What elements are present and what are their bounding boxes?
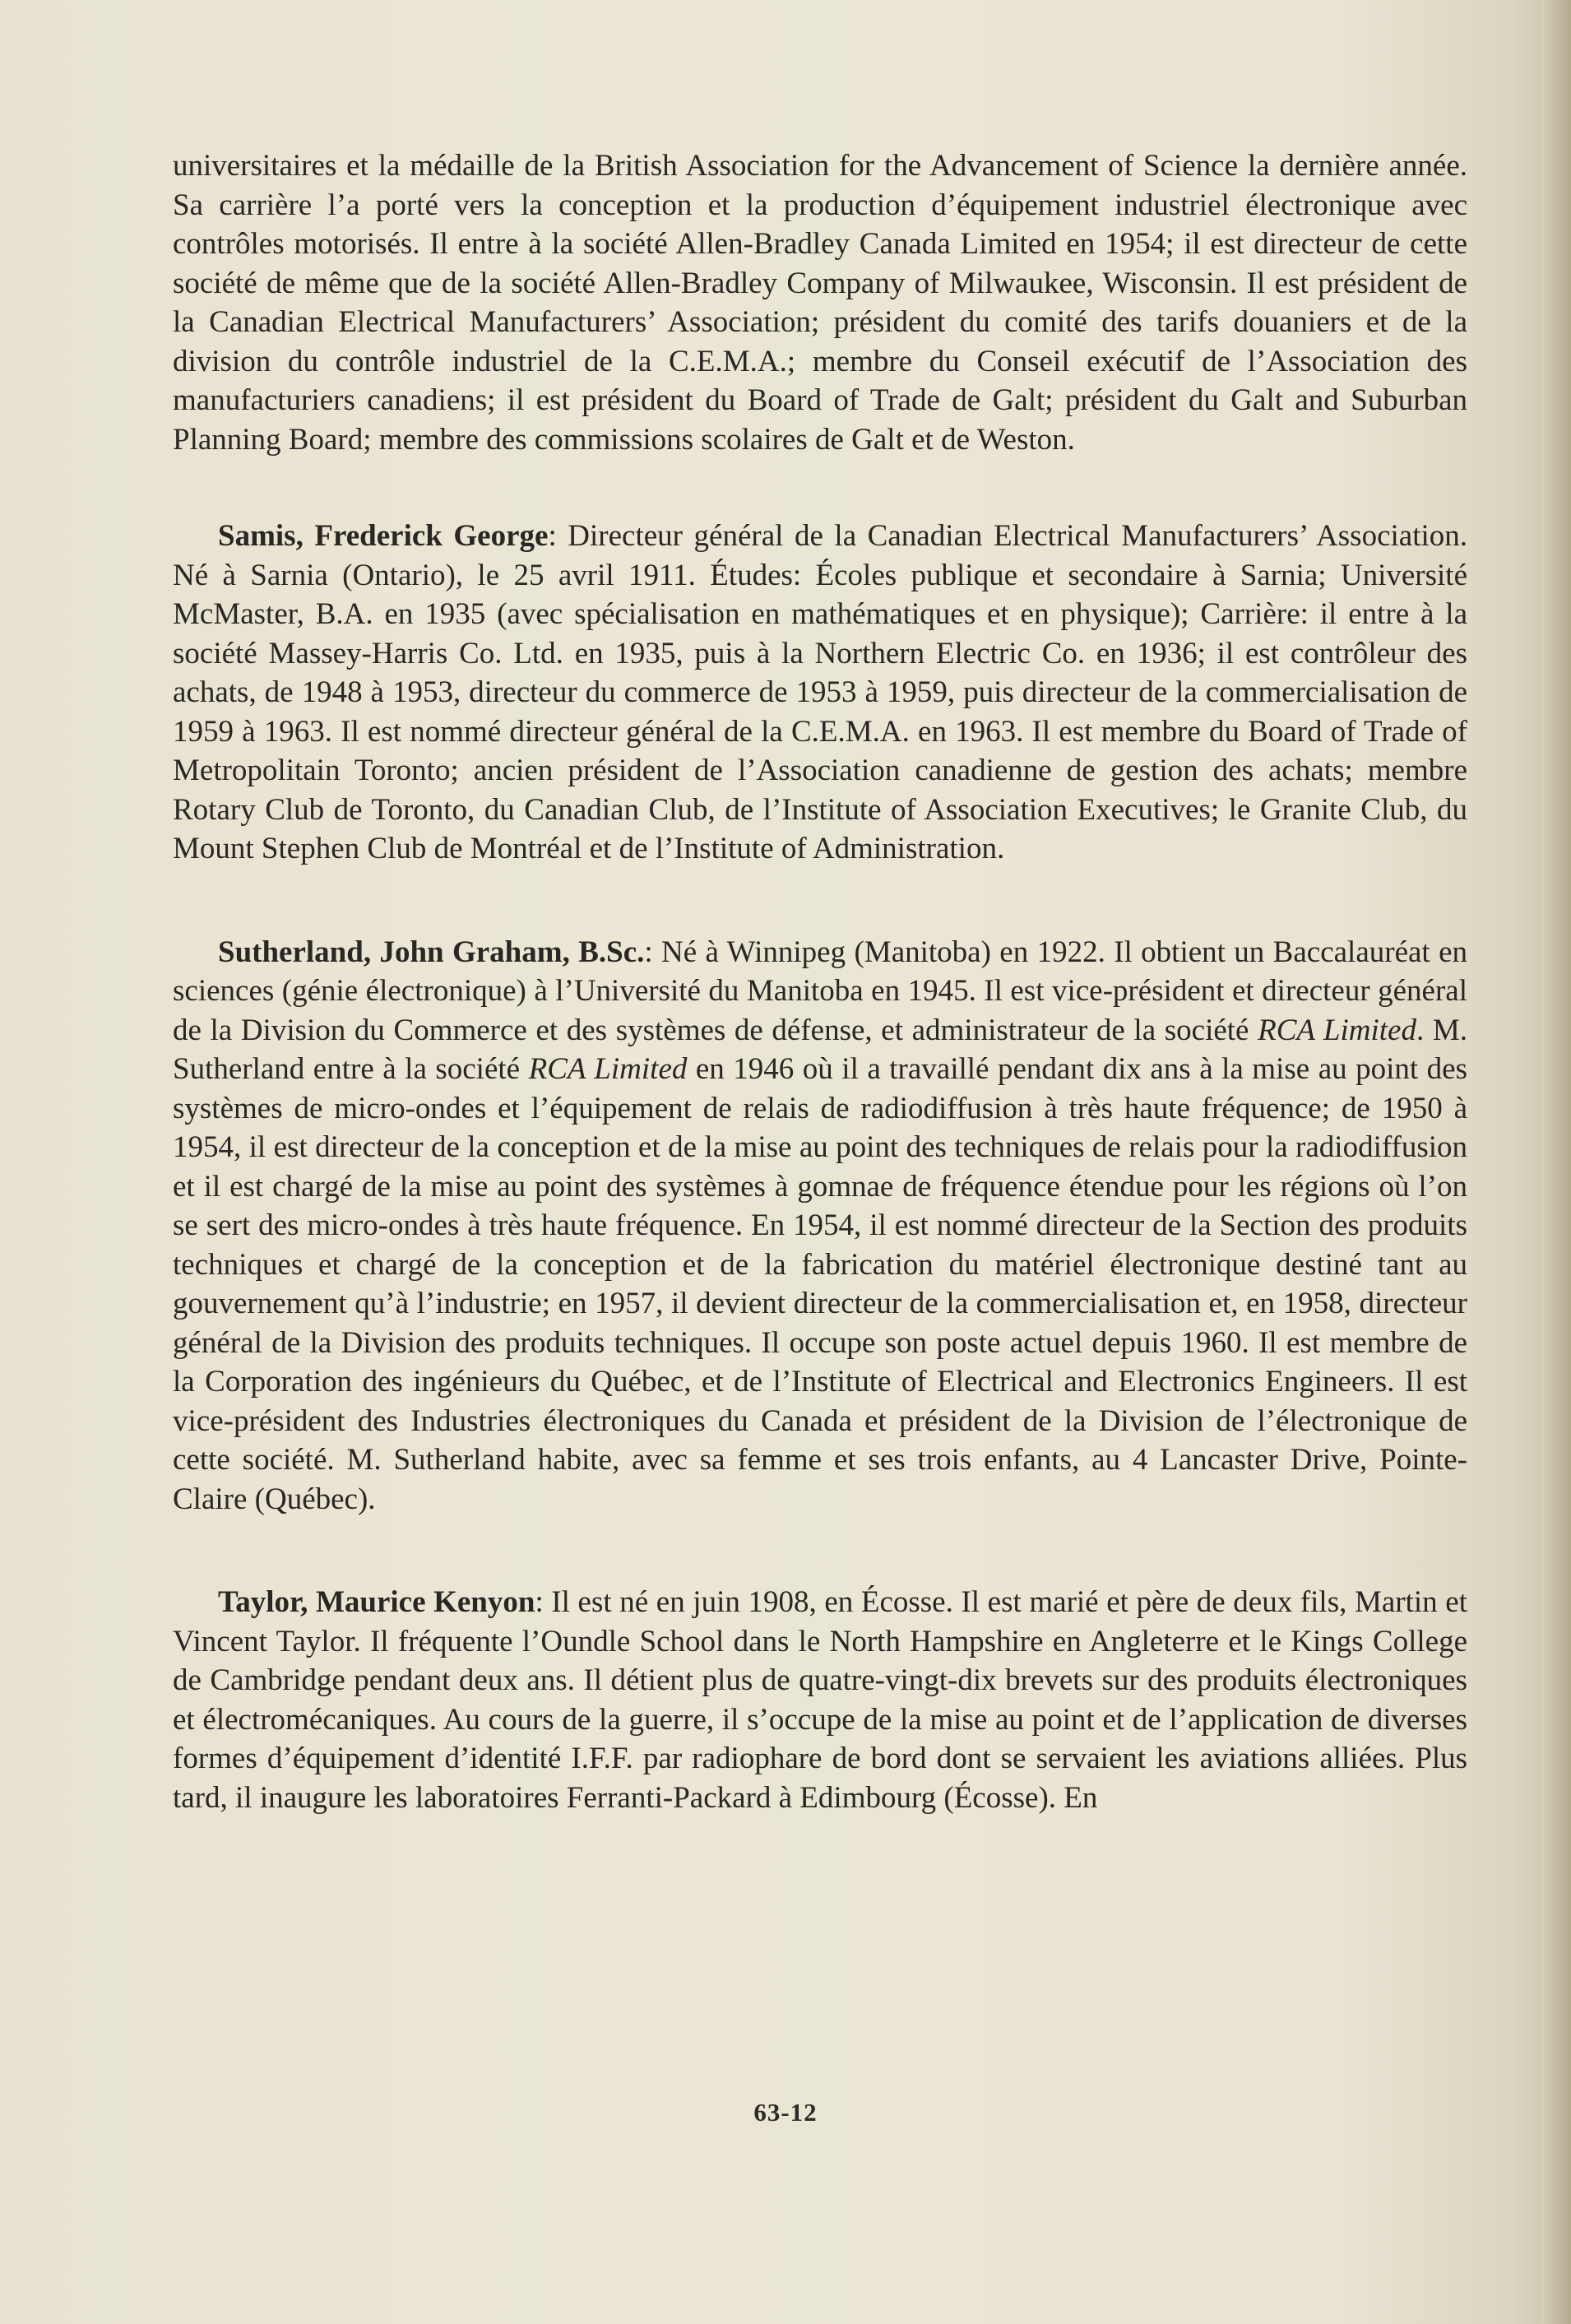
- intro-text: universitaires et la médaille de la British Association for the Advancement of Science la dernière année. Sa carrière l’a porté vers la conception et la production d’équipement industriel électronique avec contrôles motorisés. Il entre à la société Allen-Bradley Canada Limited en 1954; il est directeur de cette société de même que de la société Allen-Bradley Company of Milwaukee, Wisconsin. Il est président de la Canadian Electrical Manufacturers’ Association; président du comité des tarifs douaniers et de la division du contrôle industriel de la C.E.M.A.; membre du Conseil exécutif de l’Association des manufacturiers canadiens; il est président du Board of Trade de Galt; président du Galt and Suburban Planning Board; membre des commissions scolaires de Galt et de Weston.: [173, 149, 1467, 457]
- entry-text: en 1946 où il a travaillé pendant dix ans à la mise au point des systèmes de micro-ondes et l’équipement de relais de radiodiffusion à très haute fréquence; de 1950 à 1954, il est directeur de la conception et de la mise au point des techniques de relais pour la radiodiffusion et il est chargé de la mise au point des systèmes à gomnae de fréquence étendue pour les régions où l’on se sert des micro-ondes à très haute fréquence. En 1954, il est nommé directeur de la Section des produits techniques et chargé de la conception et de la fabrication du matériel électronique destiné tant au gouvernement qu’à l’industrie; en 1957, il devient directeur de la commercialisation et, en 1958, directeur général de la Division des produits techniques. Il occupe son poste actuel depuis 1960. Il est membre de la Corporation des ingénieurs du Québec, et de l’Institute of Electrical and Electronics Engineers. Il est vice-président des Industries électroniques du Canada et président de la Division de l’électronique de cette société. M. Sutherland habite, avec sa femme et ses trois enfants, au 4 Lancaster Drive, Pointe-Claire (Québec).: [173, 1052, 1467, 1516]
- entry-sutherland: [173, 933, 1467, 1519]
- entry-text: . M. Sutherland entre à la société: [173, 1013, 1467, 1086]
- entry-text: : Né à Winnipeg (Manitoba) en 1922. Il obtient un Baccalauréat en sciences (génie électronique) à l’Université du Manitoba en 1945. Il est vice-président et directeur général de la Division du Commerce et des systèmes de défense, et administrateur de la société: [173, 935, 1467, 1047]
- entry-name: Taylor, Maurice Kenyon: [218, 1585, 535, 1619]
- intro-paragraph: [173, 146, 1467, 459]
- entry-text: : Directeur général de la Canadian Electrical Manufacturers’ Association. Né à Sarnia (Ontario), le 25 avril 1911. Études: Écoles publique et secondaire à Sarnia; Université McMaster, B.A. en 1935 (avec spécialisation en mathématiques et en physique); Carrière: il entre à la société Massey-Harris Co. Ltd. en 1935, puis à la Northern Electric Co. en 1936; il est contrôleur des achats, de 1948 à 1953, directeur du commerce de 1953 à 1959, puis directeur de la commercialisation de 1959 à 1963. Il est nommé directeur général de la C.E.M.A. en 1963. Il est membre du Board of Trade of Metropolitain Toronto; ancien président de l’Association canadienne de gestion des achats; membre Rotary Club de Toronto, du Canadian Club, de l’Institute of Association Executives; le Granite Club, du Mount Stephen Club de Montréal et de l’Institute of Administration.: [173, 519, 1468, 865]
- book-spine-shadow: [1541, 0, 1571, 2324]
- entry-samis: [173, 517, 1467, 869]
- page-number: 63-12: [753, 2098, 818, 2127]
- company-name: RCA Limited: [1258, 1013, 1416, 1047]
- company-name: RCA Limited: [528, 1052, 688, 1086]
- body-text: [173, 146, 1467, 1881]
- entry-name: Samis, Frederick George: [218, 519, 549, 553]
- entry-name: Sutherland, John Graham, B.Sc.: [218, 935, 645, 969]
- entry-taylor: [173, 1583, 1467, 1817]
- entry-text: : Il est né en juin 1908, en Écosse. Il est marié et père de deux fils, Martin et Vincent Taylor. Il fréquente l’Oundle School dans le North Hampshire en Angleterre et le Kings College de Cambridge pendant deux ans. Il détient plus de quatre-vingt-dix brevets sur des produits électroniques et électromécaniques. Au cours de la guerre, il s’occupe de la mise au point et de l’application de diverses formes d’équipement d’identité I.F.F. par radiophare de bord dont se servaient les aviations alliées. Plus tard, il inaugure les laboratoires Ferranti-Packard à Edimbourg (Écosse). En: [173, 1585, 1467, 1815]
